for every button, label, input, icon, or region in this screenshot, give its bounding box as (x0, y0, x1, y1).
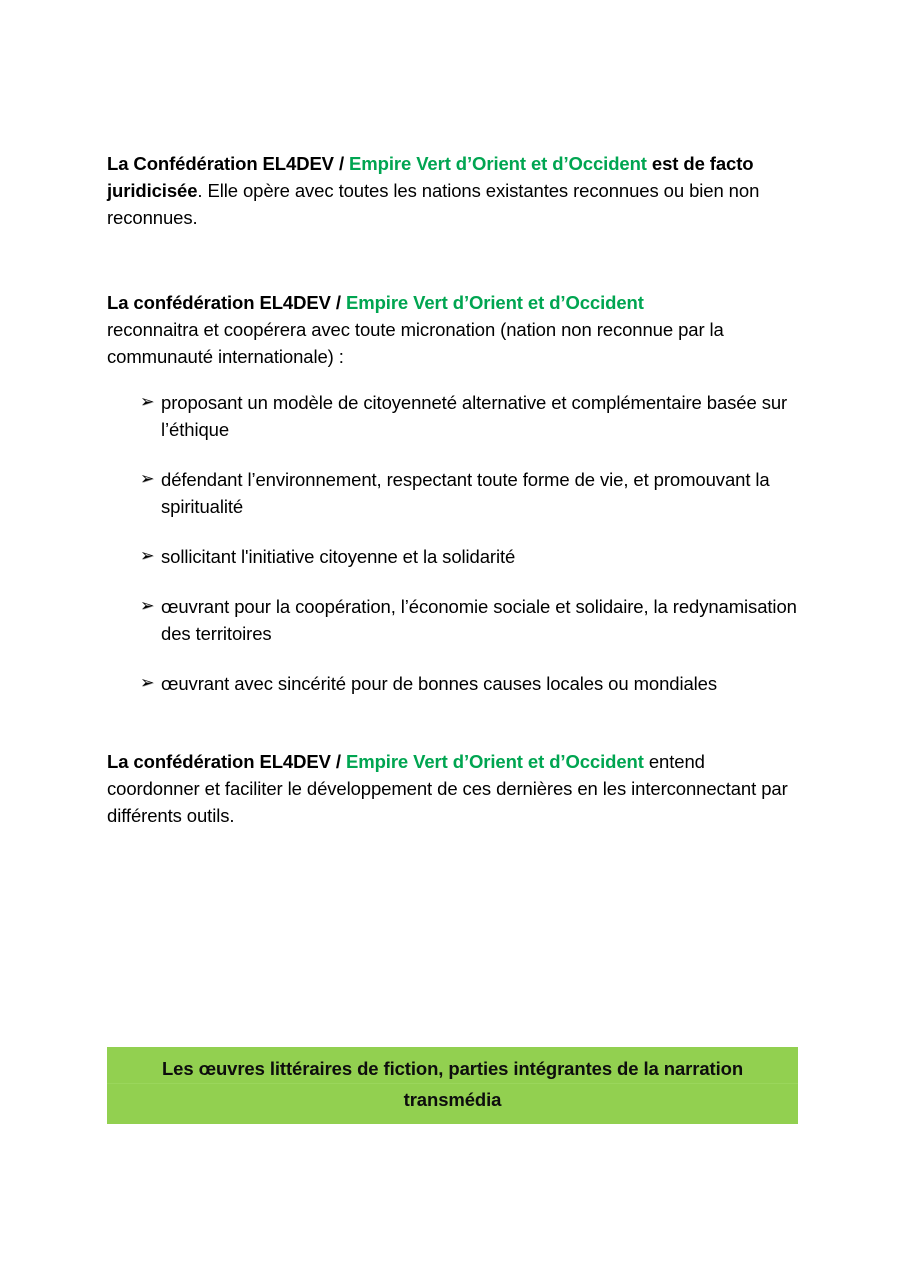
list-item-label: sollicitant l'initiative citoyenne et la solidarité (161, 545, 516, 567)
paragraph-3-green-phrase: Empire Vert d’Orient et d’Occident (345, 750, 644, 772)
paragraph-3-bold-lead: La confédération EL4DEV / (107, 750, 346, 772)
paragraph-1-normal-tail: . Elle opère avec toutes les nations existantes reconnues ou bien non reconnues. (107, 180, 760, 228)
paragraph-3 (107, 748, 798, 829)
paragraph-1-bold-tail: est de facto juridicisée (107, 153, 754, 201)
list-item-label: œuvrant pour la coopération, l’économie sociale et solidaire, la redynamisation des territoires (161, 595, 797, 644)
paragraph-1-bold-lead: La Confédération EL4DEV / (107, 153, 350, 174)
arrowhead-bullet-icon: ➢ (140, 391, 155, 412)
list-item (107, 466, 798, 520)
list-item-label: proposant un modèle de citoyenneté alternative et complémentaire basée sur l’éthique (161, 391, 788, 440)
document-body (107, 150, 798, 847)
arrowhead-bullet-icon: ➢ (140, 545, 155, 566)
micronation-criteria-list (107, 389, 798, 697)
section-banner (107, 1047, 798, 1124)
arrowhead-bullet-icon: ➢ (140, 672, 155, 693)
list-item (107, 670, 798, 697)
paragraph-2 (107, 289, 798, 370)
list-item (107, 543, 798, 570)
arrowhead-bullet-icon: ➢ (140, 595, 155, 616)
paragraph-3-normal-tail: entend coordonner et faciliter le développement de ces dernières en les interconnectant par différents outils. (107, 750, 788, 826)
banner-line-1: Les œuvres littéraires de fiction, parties intégrantes de la narration (161, 1058, 744, 1079)
list-item-label: œuvrant avec sincérité pour de bonnes causes locales ou mondiales (161, 672, 718, 694)
list-item-label: défendant l’environnement, respectant toute forme de vie, et promouvant la spiritualité (161, 468, 770, 517)
list-item (107, 389, 798, 443)
paragraph-1 (107, 150, 798, 231)
arrowhead-bullet-icon: ➢ (140, 468, 155, 489)
paragraph-2-normal-tail: reconnaitra et coopérera avec toute micronation (nation non reconnue par la communauté internationale) : (107, 319, 724, 367)
banner-line-2: transmédia (403, 1089, 502, 1110)
list-item (107, 593, 798, 647)
paragraph-2-green-phrase: Empire Vert d’Orient et d’Occident (345, 292, 644, 313)
paragraph-2-bold-lead: La confédération EL4DEV / (107, 292, 346, 313)
paragraph-1-green-phrase: Empire Vert d’Orient et d’Occident (349, 153, 647, 174)
